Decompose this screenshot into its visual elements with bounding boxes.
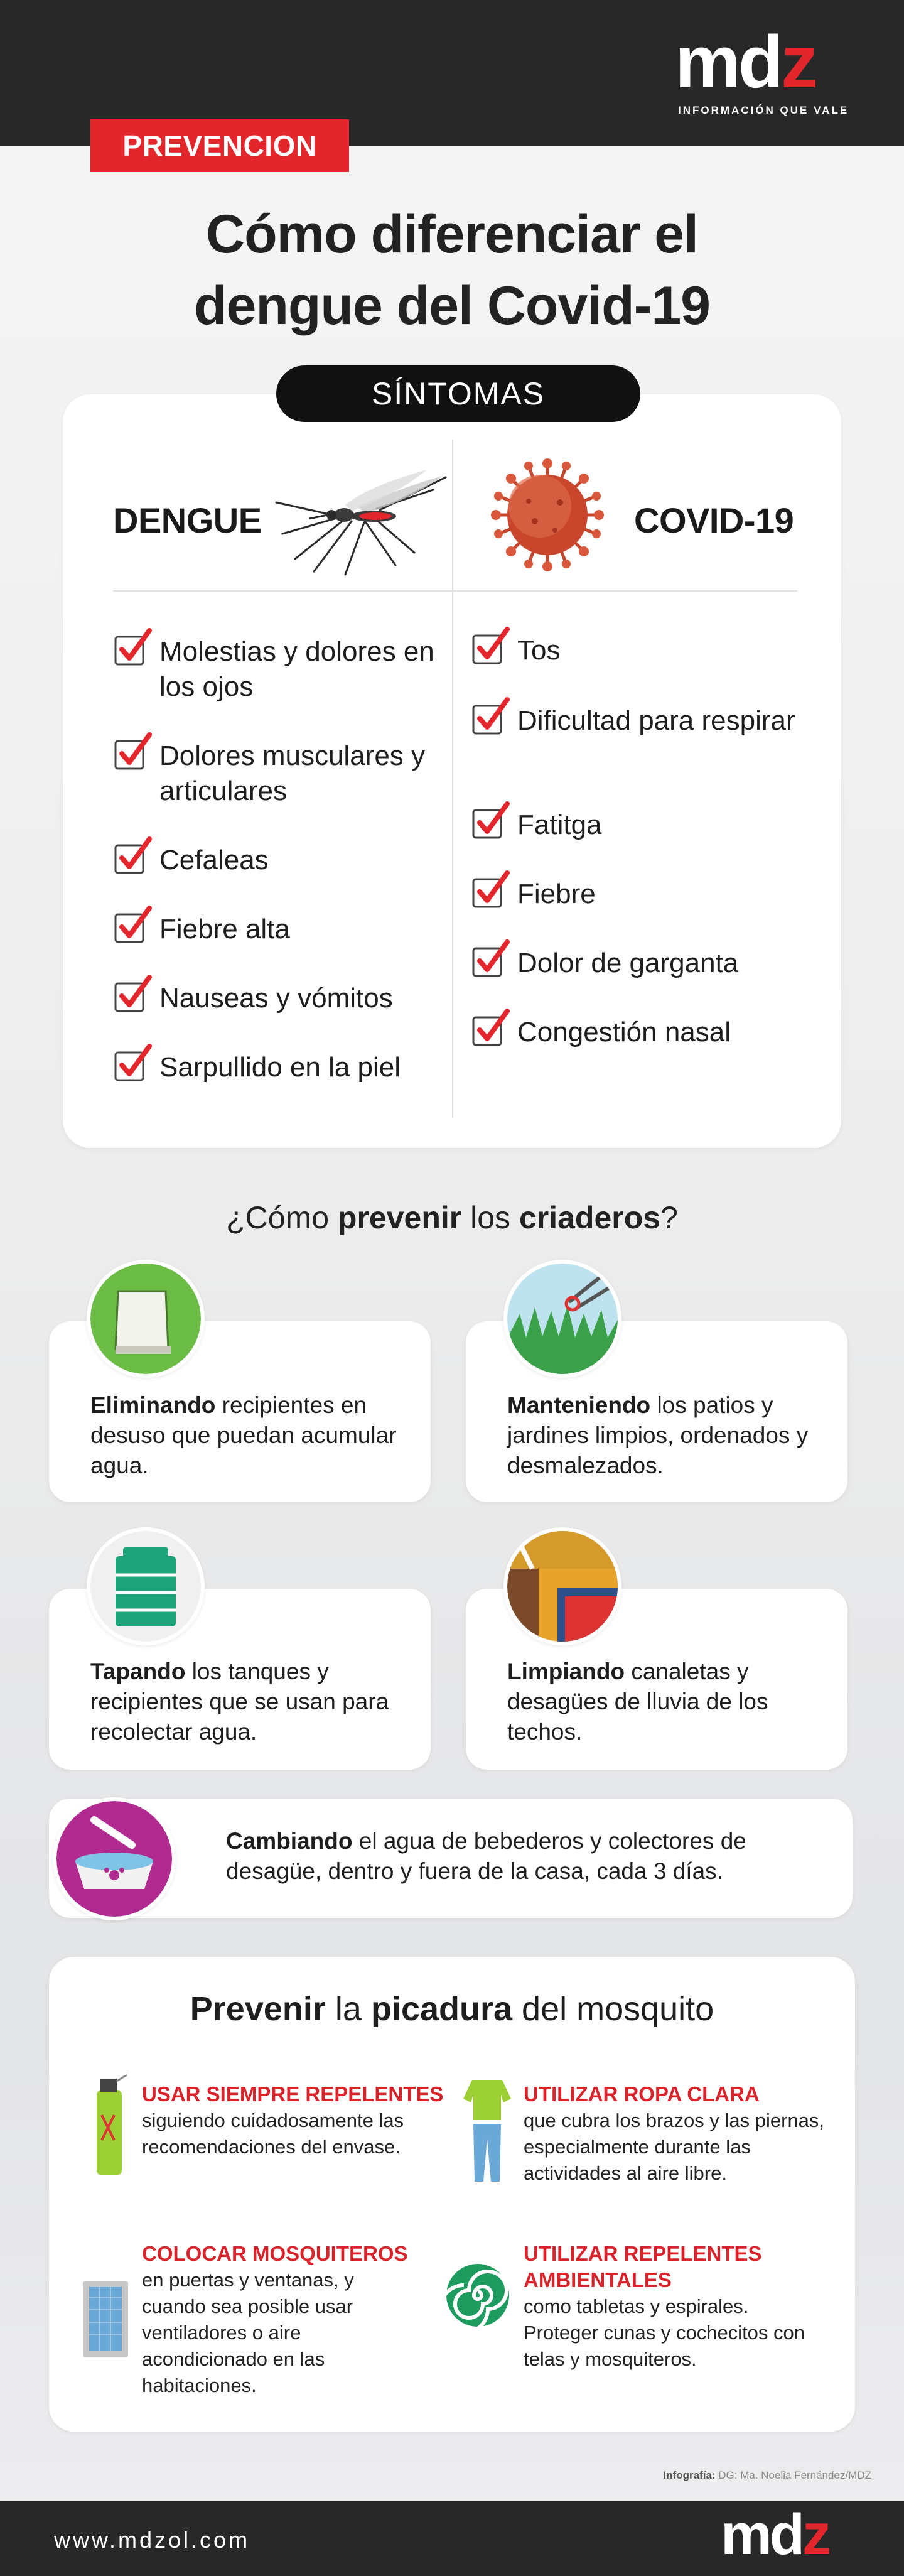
dengue-heading: DENGUE: [113, 501, 262, 540]
column-divider: [452, 440, 453, 1118]
symptoms-divider: [113, 590, 797, 592]
check-icon: [113, 1044, 153, 1084]
prevent-text: Eliminando recipientes en desuso que puedan acumular agua.: [90, 1392, 397, 1478]
check-icon: [113, 732, 153, 772]
mdz-logo[interactable]: mdz: [675, 21, 815, 104]
check-icon: [113, 836, 153, 877]
gutter-icon: [503, 1527, 622, 1645]
mosquito-icon: [270, 465, 452, 578]
tip-text: como tabletas y espirales. Proteger cunas y cochecitos con telas y mosquiteros.: [524, 2295, 805, 2370]
virus-icon: [485, 452, 610, 578]
covid-symptom: Tos: [471, 633, 806, 668]
pet-bowl-icon: [53, 1797, 176, 1920]
repellent-spray-icon: [87, 2071, 131, 2178]
check-icon: [113, 628, 153, 668]
tip-text: en puertas y ventanas, y cuando sea posible usar ventiladores o aire acondicionado en las habitaciones.: [142, 2269, 354, 2396]
prevent-text: Limpiando canaletas y desagües de lluvia de los techos.: [507, 1659, 768, 1745]
window-screen-icon: [80, 2278, 131, 2360]
covid-symptom: Congestión nasal: [471, 1015, 806, 1050]
check-icon: [113, 906, 153, 946]
check-icon: [471, 939, 511, 980]
check-icon: [471, 870, 511, 911]
prevent-text: Manteniendo los patios y jardines limpios, ordenados y desmalezados.: [507, 1392, 809, 1478]
covid-symptom: Dificultad para respirar: [471, 703, 806, 739]
water-tank-icon: [87, 1527, 205, 1645]
bite-prevention-title: Prevenir la picadura del mosquito: [190, 1990, 714, 2028]
site-url[interactable]: www.mdzol.com: [54, 2527, 250, 2553]
page-title: Cómo diferenciar el dengue del Covid-19: [193, 204, 711, 336]
container-icon: [87, 1260, 205, 1378]
prevent-heading: ¿Cómo prevenir los criaderos?: [226, 1200, 678, 1235]
tip-heading: UTILIZAR ROPA CLARA: [524, 2082, 760, 2106]
dengue-symptom: Sarpullido en la piel: [113, 1050, 448, 1085]
symptoms-pill: SÍNTOMAS: [276, 365, 640, 422]
tip-text: siguiendo cuidadosamente las recomendaciones del envase.: [142, 2109, 404, 2158]
credit: Infografía: DG: Ma. Noelia Fernández/MDZ: [663, 2469, 871, 2481]
dengue-symptom: Dolores musculares y articulares: [113, 739, 448, 809]
mdz-logo-footer[interactable]: mdz: [721, 2503, 829, 2567]
mosquito-coil-icon: [443, 2261, 512, 2330]
check-icon: [471, 627, 511, 667]
prevent-text: Tapando los tanques y recipientes que se usan para recolectar agua.: [90, 1659, 389, 1745]
tip-text: que cubra los brazos y las piernas, especialmente durante las actividades al aire libre.: [524, 2109, 825, 2184]
dengue-symptom: Fiebre alta: [113, 912, 448, 947]
tip-heading: COLOCAR MOSQUITEROS: [142, 2242, 408, 2265]
covid-symptom: Dolor de garganta: [471, 946, 806, 981]
check-icon: [113, 975, 153, 1015]
covid-symptom: Fiebre: [471, 877, 806, 912]
tip-heading: USAR SIEMPRE REPELENTES: [142, 2082, 444, 2106]
check-icon: [471, 1009, 511, 1049]
grass-shears-icon: [503, 1260, 622, 1378]
logo-tagline: INFORMACIÓN QUE VALE: [678, 104, 849, 116]
check-icon: [471, 697, 511, 737]
dengue-symptom: Molestias y dolores en los ojos: [113, 634, 448, 705]
clothing-icon: [462, 2076, 512, 2183]
category-tag: PREVENCION: [90, 119, 349, 172]
tip-heading: UTILIZAR REPELENTES AMBIENTALES: [524, 2242, 762, 2292]
covid-heading: COVID-19: [634, 501, 794, 540]
dengue-symptom: Nauseas y vómitos: [113, 981, 448, 1016]
dengue-symptom: Cefaleas: [113, 843, 448, 878]
covid-symptom: Fatitga: [471, 808, 806, 843]
prevent-text: Cambiando el agua de bebederos y colectores de desagüe, dentro y fuera de la casa, cada 3 días.: [226, 1828, 746, 1884]
check-icon: [471, 801, 511, 842]
